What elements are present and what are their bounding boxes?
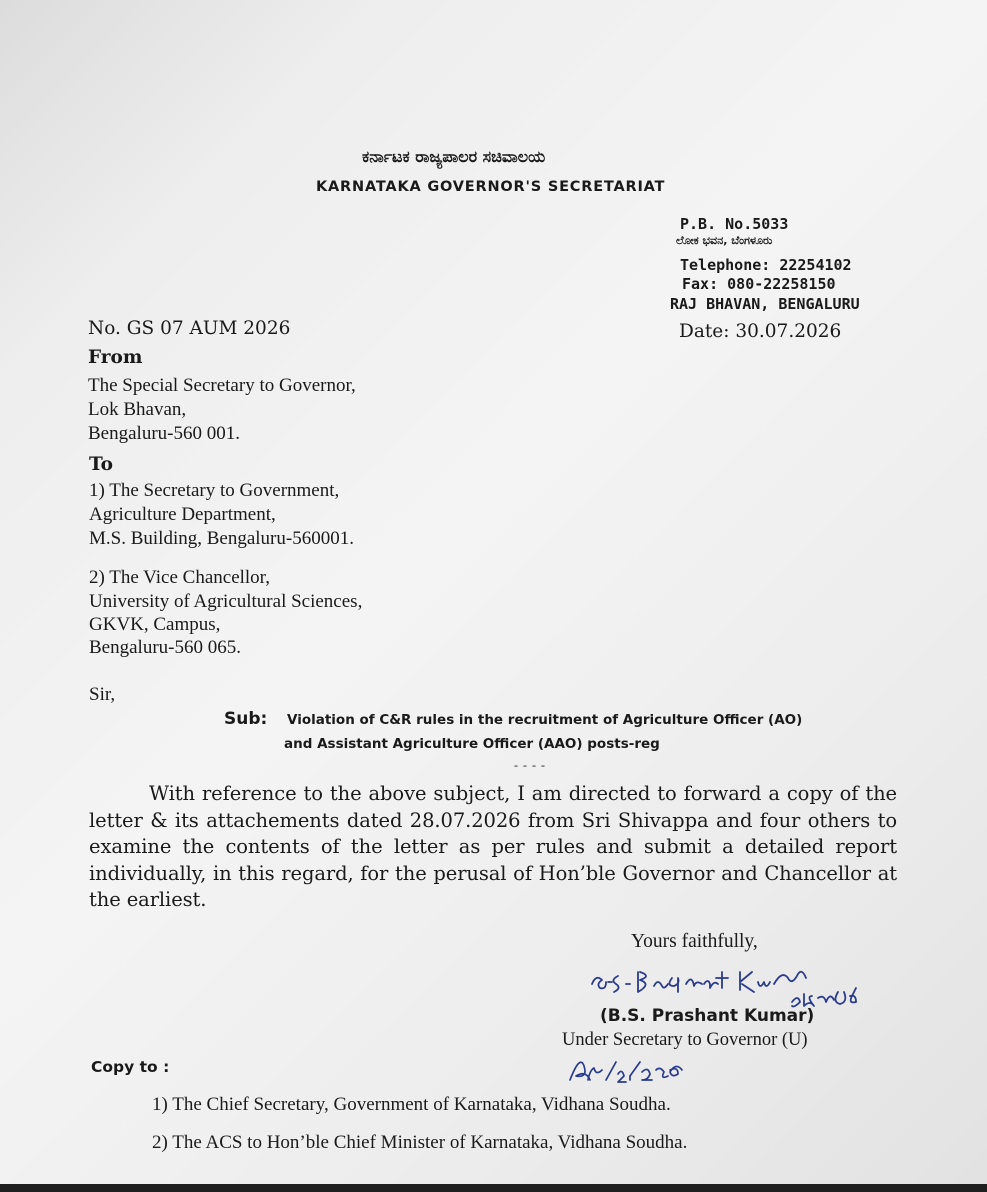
subject-line-1: Violation of C&R rules in the recruitment of Agriculture Officer (AO) — [287, 712, 803, 728]
header-english-title: KARNATAKA GOVERNOR'S SECRETARIAT — [316, 179, 666, 195]
subject-separator: - - - - — [514, 758, 546, 772]
from-line: Bengaluru-560 001. — [88, 423, 240, 444]
recipient-2-line: 2) The Vice Chancellor, — [89, 567, 271, 588]
fax: Fax: 080-22258150 — [682, 275, 836, 293]
to-label: To — [89, 454, 113, 475]
body-text: With reference to the above subject, I am directed to forward a copy of the letter & its attachements dated 28.07.2026 from Sri Shivappa and four others to examine the contents of the letter as per rules and submit a detailed report individually, in this regard, for the perusal of Hon’ble Governor and Chancellor at the earliest. — [89, 782, 897, 911]
reference-number: No. GS 07 AUM 2026 — [88, 318, 291, 339]
copy-to-label: Copy to : — [91, 1058, 170, 1076]
recipient-1-line: Agriculture Department, — [89, 504, 276, 525]
recipient-2-line: Bengaluru-560 065. — [89, 637, 241, 658]
telephone: Telephone: 22254102 — [680, 256, 852, 274]
place: RAJ BHAVAN, BENGALURU — [670, 295, 860, 313]
salutation: Sir, — [89, 684, 116, 705]
subject-line-2: and Assistant Agriculture Officer (AAO) posts-reg — [284, 736, 660, 752]
bottom-edge — [0, 1184, 987, 1192]
from-line: The Special Secretary to Governor, — [88, 375, 356, 396]
letter-date: Date: 30.07.2026 — [679, 321, 842, 342]
from-label: From — [88, 347, 143, 368]
signatory-title: Under Secretary to Governor (U) — [562, 1030, 808, 1050]
handwritten-initials — [566, 1050, 696, 1090]
signatory-name: (B.S. Prashant Kumar) — [600, 1006, 815, 1026]
recipient-1-line: 1) The Secretary to Government, — [89, 480, 340, 501]
recipient-2-line: GKVK, Campus, — [89, 614, 221, 635]
copy-to-item: 1) The Chief Secretary, Government of Karnataka, Vidhana Soudha. — [152, 1094, 671, 1115]
recipient-2-line: University of Agricultural Sciences, — [89, 591, 363, 612]
copy-to-item: 2) The ACS to Hon’ble Chief Minister of Karnataka, Vidhana Soudha. — [152, 1132, 688, 1153]
body-paragraph — [89, 781, 897, 914]
po-box: P.B. No.5033 — [680, 215, 789, 233]
recipient-1-line: M.S. Building, Bengaluru-560001. — [89, 528, 354, 549]
valediction: Yours faithfully, — [631, 931, 758, 952]
kannada-address: ಲೋಕ ಭವನ, ಬೆಂಗಳೂರು — [676, 234, 773, 247]
subject-label: Sub: — [224, 709, 268, 729]
from-line: Lok Bhavan, — [88, 399, 187, 420]
header-kannada-title: ಕರ್ನಾಟಕ ರಾಜ್ಯಪಾಲರ ಸಚಿವಾಲಯ — [362, 147, 546, 166]
